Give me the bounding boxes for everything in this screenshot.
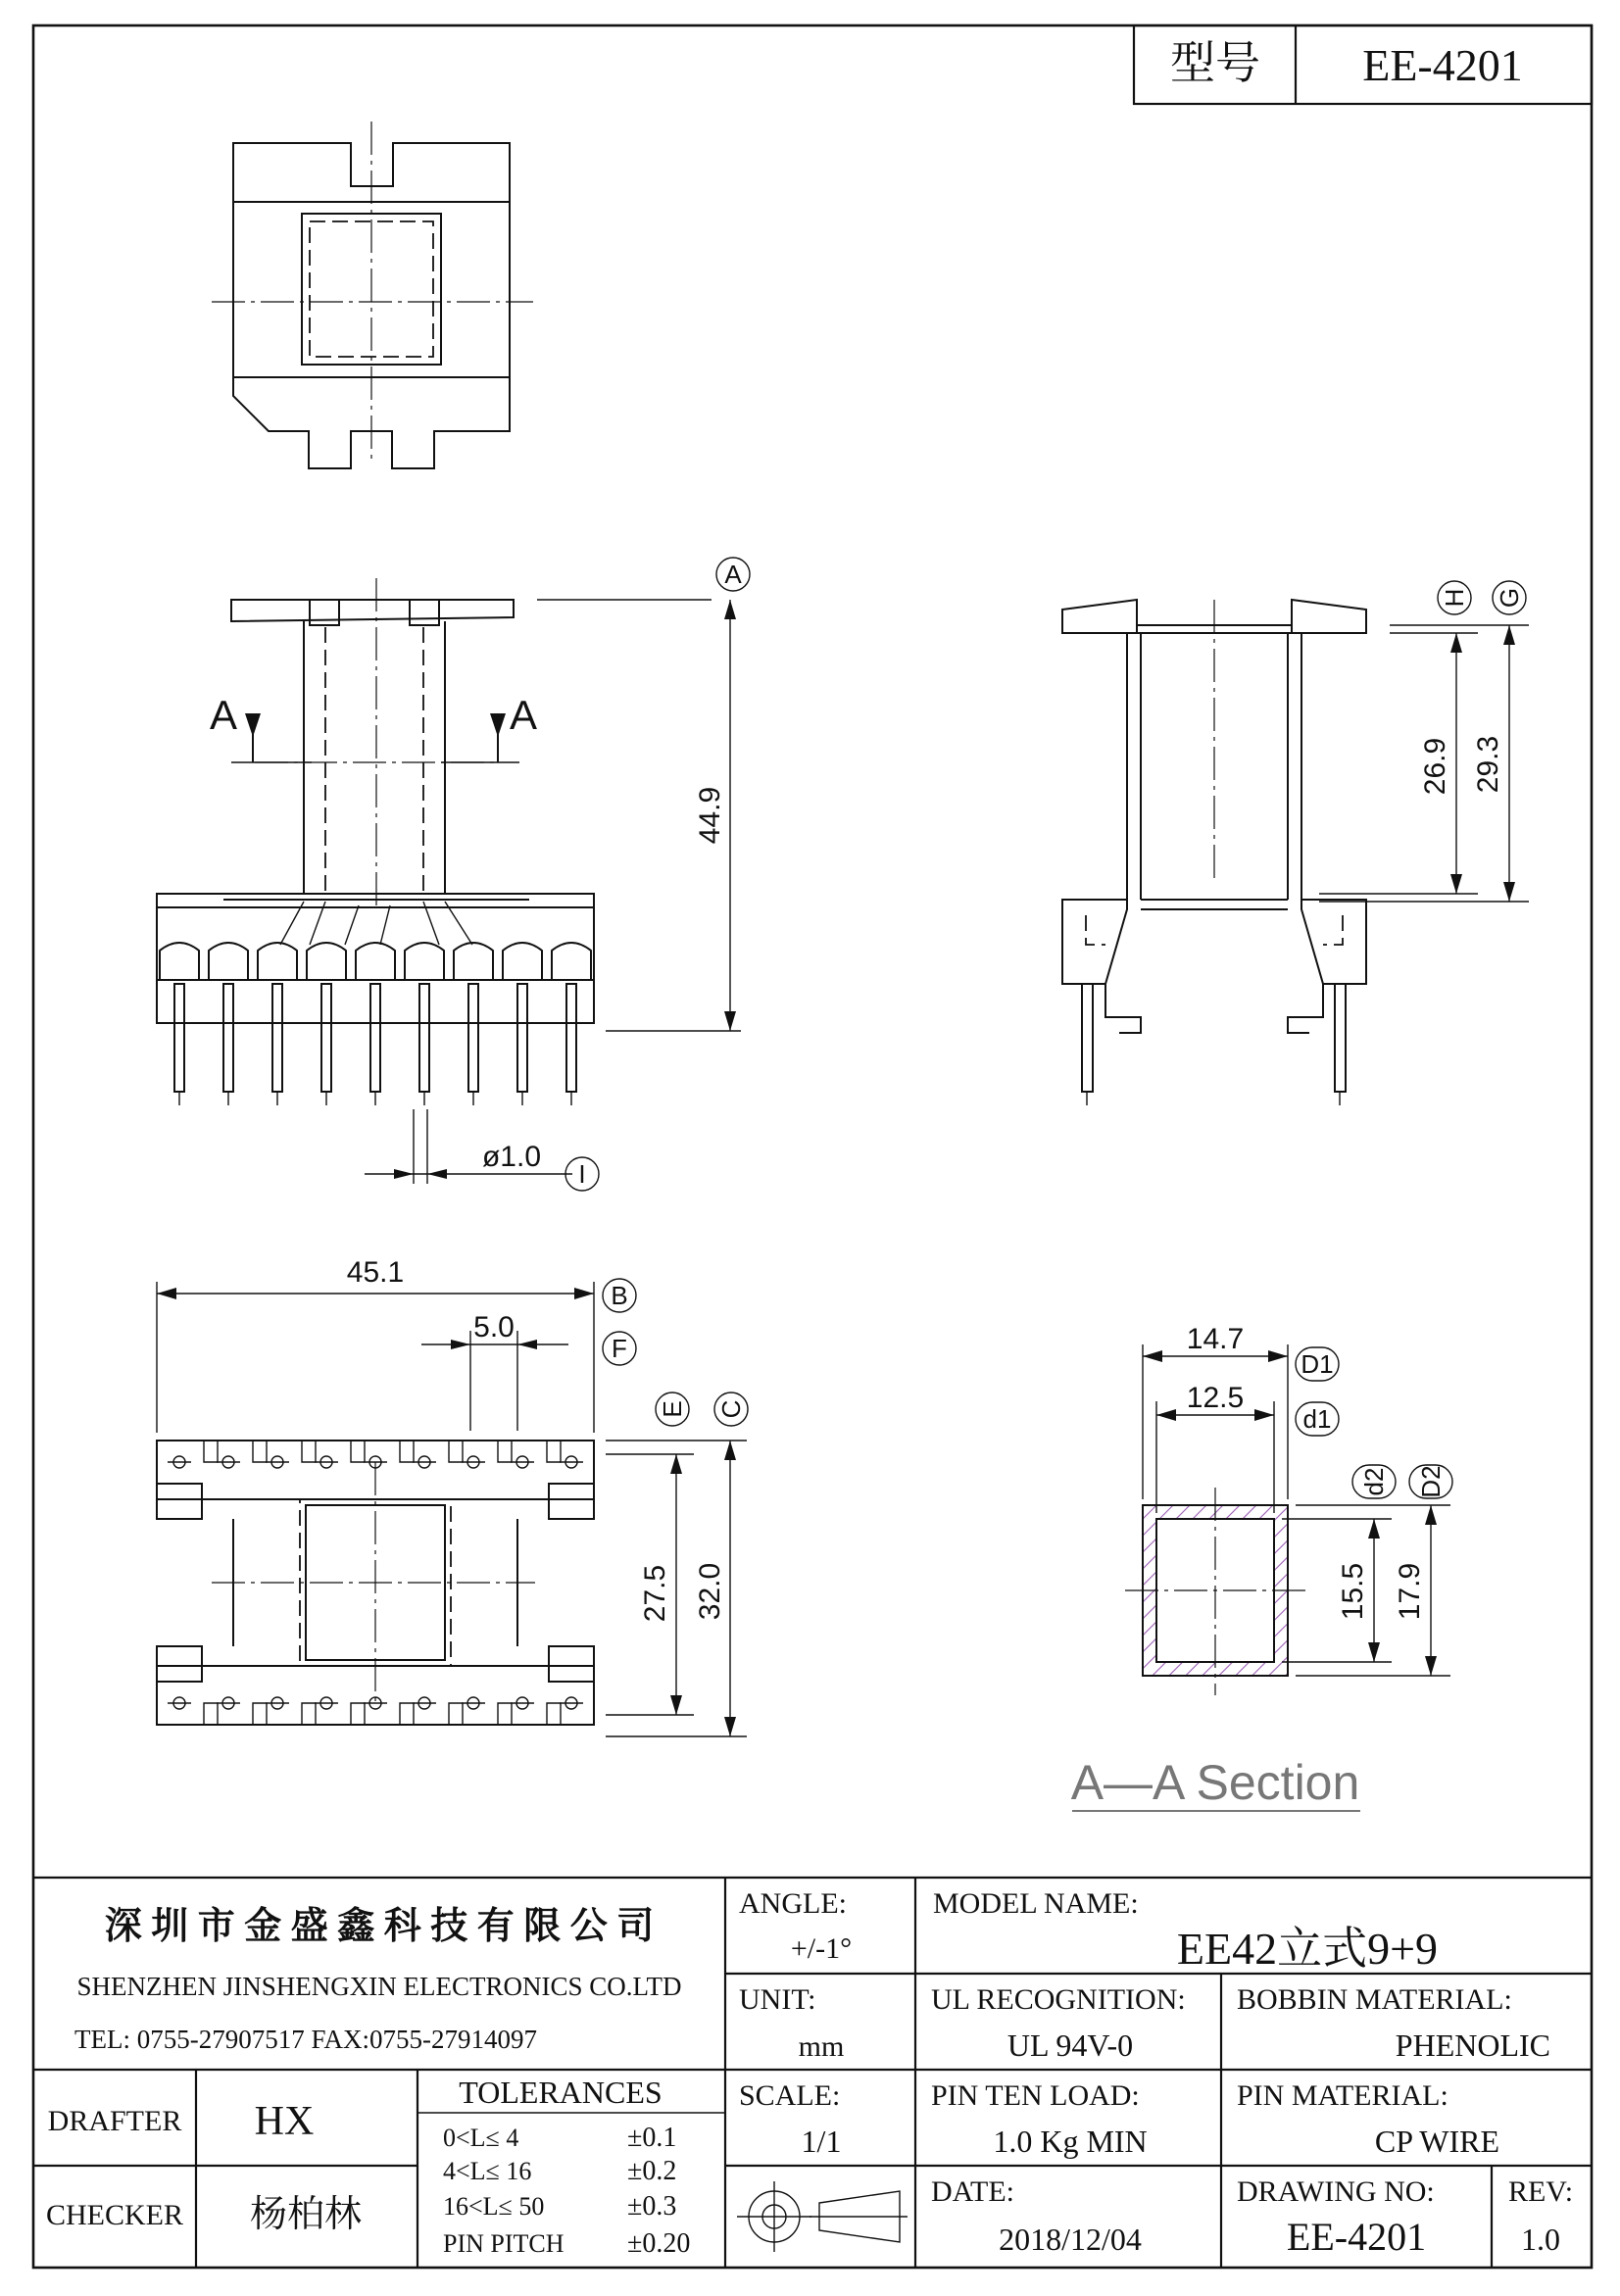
bottom-pin (315, 1456, 338, 1468)
section-view (1071, 1323, 1450, 1811)
pin-slot (302, 1441, 316, 1462)
tol-value-1: ±0.2 (627, 2156, 677, 2186)
bottom-pin (511, 1697, 534, 1709)
balloon-h (1438, 581, 1471, 614)
dim-pin-diameter: ø1.0 (481, 1141, 542, 1173)
bobbin-value: PHENOLIC (1395, 2027, 1550, 2063)
rev-value: 1.0 (1521, 2222, 1560, 2257)
projection-symbol-icon (737, 2181, 908, 2252)
drawing-no-value: EE-4201 (1286, 2215, 1427, 2259)
svg-text:D1: D1 (1301, 1349, 1334, 1379)
title-block (33, 1878, 1592, 2268)
unit-label: UNIT: (739, 1983, 816, 2016)
bottom-pin (266, 1456, 289, 1468)
model-value: EE-4201 (1362, 40, 1523, 90)
svg-text:C: C (716, 1399, 746, 1419)
side-dimensions (1319, 625, 1529, 902)
top-view (212, 122, 533, 468)
balloon-d1 (1296, 1402, 1339, 1436)
checker-label: CHECKER (45, 2199, 184, 2231)
company-name-en: SHENZHEN JINSHENGXIN ELECTRONICS CO.LTD (76, 1972, 682, 2001)
balloon-d1 (1296, 1347, 1339, 1381)
model-label: 型号 (1170, 38, 1260, 88)
dim-window-29-3: 29.3 (1472, 735, 1504, 794)
angle-value: +/-1° (790, 1932, 853, 1965)
angle-label: ANGLE: (739, 1887, 847, 1920)
tol-range-3: PIN PITCH (443, 2229, 565, 2258)
company-contact: TEL: 0755-27907517 FAX:0755-27914097 (74, 2025, 537, 2054)
bottom-pin (511, 1456, 534, 1468)
ul-value: UL 94V-0 (1006, 2027, 1134, 2063)
tol-value-2: ±0.3 (627, 2191, 677, 2222)
dim-core-17-9: 17.9 (1394, 1562, 1426, 1621)
date-label: DATE: (931, 2175, 1014, 2208)
balloon-group (565, 558, 1526, 1498)
dim-core-15-5: 15.5 (1337, 1562, 1369, 1621)
tolerances-header: TOLERANCES (459, 2075, 663, 2110)
svg-text:d1: d1 (1302, 1404, 1332, 1434)
dim-depth-27-5: 27.5 (639, 1564, 671, 1623)
balloon-c (714, 1392, 748, 1426)
section-caption: A—A Section (1070, 1755, 1360, 1810)
svg-text:A: A (724, 560, 742, 589)
balloon-f (603, 1332, 636, 1365)
pin-slot (547, 1703, 561, 1725)
unit-value: mm (798, 2030, 845, 2063)
pin-slot (400, 1703, 414, 1725)
pin-material-value: CP WIRE (1374, 2124, 1499, 2159)
bottom-pin (560, 1456, 583, 1468)
bottom-pin (168, 1456, 191, 1468)
front-view (157, 578, 594, 1023)
tol-range-0: 0<L≤ 4 (443, 2124, 519, 2152)
tol-value-3: ±0.20 (627, 2228, 691, 2259)
tol-range-2: 16<L≤ 50 (443, 2192, 545, 2221)
drawing-no-label: DRAWING NO: (1237, 2175, 1435, 2208)
model-box (1134, 25, 1592, 104)
bottom-pin (462, 1697, 485, 1709)
svg-text:G: G (1495, 587, 1524, 609)
svg-text:E: E (658, 1400, 687, 1418)
pin-slot (204, 1703, 218, 1725)
company-name-cn: 深 圳 市 金 盛 鑫 科 技 有 限 公 司 (104, 1906, 655, 1947)
pin-slot (351, 1441, 365, 1462)
balloon-g (1493, 581, 1526, 614)
scale-label: SCALE: (739, 2079, 841, 2112)
bottom-pin (560, 1697, 583, 1709)
date-value: 2018/12/04 (999, 2222, 1142, 2257)
ul-label: UL RECOGNITION: (931, 1983, 1186, 2016)
bottom-pin (462, 1456, 485, 1468)
pin-load-label: PIN TEN LOAD: (931, 2079, 1140, 2112)
pin-slot (351, 1703, 365, 1725)
front-dimensions (365, 600, 741, 1184)
pin-slot (204, 1441, 218, 1462)
pin-slot (498, 1441, 512, 1462)
bottom-pin (266, 1697, 289, 1709)
pin-slot (253, 1441, 267, 1462)
svg-text:I: I (578, 1159, 586, 1189)
pin-slot (449, 1441, 463, 1462)
dim-pitch-5-0: 5.0 (473, 1311, 515, 1343)
balloon-e (656, 1392, 689, 1426)
pin-slot (302, 1703, 316, 1725)
dim-height-44-9: 44.9 (694, 786, 726, 845)
checker-value: 杨柏林 (249, 2194, 363, 2235)
dim-core-12-5: 12.5 (1186, 1382, 1245, 1414)
svg-text:H: H (1440, 588, 1469, 608)
model-name-value: EE42立式9+9 (1176, 1924, 1439, 1974)
dim-depth-32-0: 32.0 (694, 1562, 726, 1621)
bottom-pin (217, 1697, 240, 1709)
bottom-pin (413, 1456, 436, 1468)
pin-slot (400, 1441, 414, 1462)
pin-load-value: 1.0 Kg MIN (993, 2124, 1148, 2159)
pin-slot (253, 1703, 267, 1725)
tol-value-0: ±0.1 (627, 2123, 677, 2153)
svg-text:D2: D2 (1416, 1465, 1446, 1498)
bottom-pin (217, 1456, 240, 1468)
bottom-pin (413, 1697, 436, 1709)
balloon-a (716, 558, 750, 591)
dim-width-45-1: 45.1 (346, 1256, 405, 1289)
bottom-pin (168, 1697, 191, 1709)
bottom-dimensions (157, 1256, 747, 1736)
svg-text:F: F (612, 1334, 627, 1363)
pin-slot (498, 1703, 512, 1725)
section-mark-left: A (209, 692, 238, 738)
model-name-label: MODEL NAME: (933, 1887, 1139, 1920)
tol-range-1: 4<L≤ 16 (443, 2157, 532, 2185)
balloon-d2 (1409, 1465, 1452, 1498)
drafter-label: DRAFTER (47, 2105, 182, 2137)
side-view (1062, 600, 1366, 1105)
dim-window-26-9: 26.9 (1419, 737, 1451, 796)
section-mark-right: A (509, 692, 538, 738)
dim-core-14-7: 14.7 (1186, 1323, 1245, 1355)
pin-material-label: PIN MATERIAL: (1237, 2079, 1448, 2112)
pin-slot (547, 1441, 561, 1462)
balloon-b (603, 1279, 636, 1312)
balloon-d2 (1352, 1465, 1396, 1498)
bottom-view (157, 1441, 594, 1725)
bobbin-label: BOBBIN MATERIAL: (1237, 1983, 1512, 2016)
svg-text:d2: d2 (1359, 1467, 1389, 1496)
rev-label: REV: (1507, 2175, 1574, 2208)
bottom-pin (315, 1697, 338, 1709)
scale-value: 1/1 (801, 2124, 842, 2159)
svg-text:B: B (611, 1281, 628, 1310)
drafter-value: HX (254, 2099, 315, 2144)
pin-slot (449, 1703, 463, 1725)
